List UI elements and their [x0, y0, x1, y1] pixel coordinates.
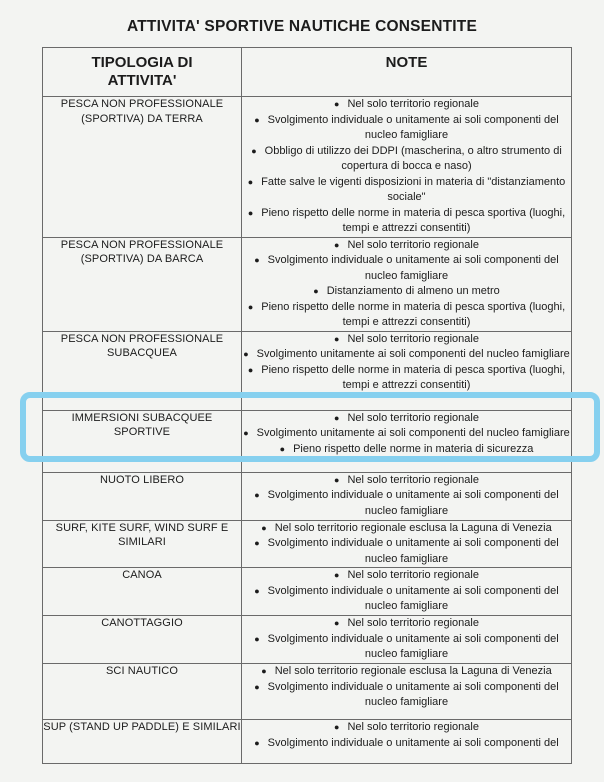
header-notes: NOTE	[242, 48, 572, 97]
note-item	[242, 442, 571, 458]
note-text: Obbligo di utilizzo dei DDPI (mascherina, o altro strumento di copertura di bocca e naso)	[264, 144, 562, 172]
bullet-icon: ●	[247, 176, 254, 187]
note-item	[242, 632, 571, 663]
note-text: Nel solo territorio regionale esclusa la Laguna di Venezia	[274, 665, 552, 677]
table-body	[43, 97, 572, 764]
note-text: Svolgimento individuale o unitamente ai soli componenti del nucleo famigliare	[267, 632, 559, 660]
table-row	[43, 331, 572, 410]
note-text: Svolgimento individuale o unitamente ai soli componenti del nucleo famigliare	[267, 537, 559, 565]
bullet-icon: ●	[334, 333, 340, 344]
note-item	[242, 253, 571, 284]
bullet-icon: ●	[254, 538, 260, 548]
note-item	[242, 664, 571, 680]
notes-list	[242, 521, 571, 568]
activity-notes	[242, 237, 572, 331]
bullet-icon: ●	[254, 633, 260, 644]
bullet-icon: ●	[334, 239, 340, 250]
activity-notes	[242, 520, 572, 568]
table-row	[43, 472, 572, 520]
note-text: Pieno rispetto delle norme in materia di sicurezza	[293, 442, 534, 455]
notes-list	[242, 616, 571, 663]
note-item	[242, 300, 571, 331]
note-item	[242, 332, 571, 348]
activity-notes	[242, 568, 572, 616]
activity-notes	[242, 720, 572, 764]
note-text: Nel solo territorio regionale	[347, 617, 479, 629]
bullet-icon: ●	[254, 681, 260, 692]
note-item	[242, 473, 571, 489]
bullet-icon: ●	[254, 585, 260, 596]
bullet-icon: ●	[334, 722, 340, 732]
note-text: Svolgimento unitamente ai soli componenti del nucleo famigliare	[256, 427, 570, 439]
bullet-icon: ●	[243, 349, 249, 359]
activity-notes	[242, 472, 572, 520]
note-text: Svolgimento individuale o unitamente ai soli componenti del nucleo famigliare	[267, 489, 559, 517]
activity-notes	[242, 331, 572, 410]
bullet-icon: ●	[243, 428, 249, 438]
note-item	[242, 363, 571, 394]
table-row	[43, 97, 572, 238]
note-text: Nel solo territorio regionale	[347, 569, 479, 581]
table-row	[43, 616, 572, 664]
activity-type: SURF, KITE SURF, WIND SURF E SIMILARI	[43, 520, 242, 568]
note-item	[242, 536, 571, 567]
activity-type: PESCA NON PROFESSIONALE (SPORTIVA) DA TERRA	[43, 97, 242, 238]
table-row	[43, 664, 572, 720]
bullet-icon: ●	[251, 145, 257, 156]
note-text: Svolgimento individuale o unitamente ai soli componenti del nucleo famigliare	[267, 584, 559, 612]
bullet-icon: ●	[334, 412, 340, 423]
table-row	[43, 237, 572, 331]
note-text: Pieno rispetto delle norme in materia di pesca sportiva (luoghi, tempi e attrezzi consentiti)	[261, 300, 566, 328]
note-item	[242, 113, 571, 144]
note-item	[242, 568, 571, 584]
bullet-icon: ●	[254, 490, 260, 500]
activity-notes	[242, 97, 572, 238]
note-item	[242, 680, 571, 711]
note-text: Nel solo territorio regionale	[347, 98, 479, 110]
note-item	[242, 284, 571, 300]
activity-type: NUOTO LIBERO	[43, 472, 242, 520]
note-item	[242, 411, 571, 427]
activity-type: IMMERSIONI SUBACQUEE SPORTIVE	[43, 410, 242, 472]
note-text: Distanziamento di almeno un metro	[326, 285, 500, 297]
bullet-icon: ●	[247, 301, 254, 312]
note-text: Pieno rispetto delle norme in materia di pesca sportiva (luoghi, tempi e attrezzi consentiti)	[261, 206, 566, 234]
bullet-icon: ●	[261, 666, 267, 676]
note-item	[242, 584, 571, 615]
table-row	[43, 568, 572, 616]
activity-type: SCI NAUTICO	[43, 664, 242, 720]
note-item	[242, 144, 571, 175]
note-text: Svolgimento unitamente ai soli componenti del nucleo famigliare	[256, 348, 570, 360]
bullet-icon: ●	[254, 737, 260, 748]
note-text: Svolgimento individuale o unitamente ai soli componenti del nucleo famigliare	[267, 680, 559, 708]
bullet-icon: ●	[313, 286, 319, 296]
note-text: Svolgimento individuale o unitamente ai soli componenti del	[267, 736, 559, 749]
activity-type: PESCA NON PROFESSIONALE SUBACQUEA	[43, 331, 242, 410]
bullet-icon: ●	[334, 618, 340, 628]
activities-table	[42, 47, 572, 764]
notes-list	[242, 473, 571, 520]
bullet-icon: ●	[247, 207, 254, 218]
note-text: Svolgimento individuale o unitamente ai soli componenti del nucleo famigliare	[267, 254, 559, 282]
bullet-icon: ●	[261, 522, 267, 533]
note-text: Svolgimento individuale o unitamente ai soli componenti del nucleo famigliare	[267, 113, 559, 141]
activity-notes	[242, 616, 572, 664]
note-item	[242, 616, 571, 632]
note-text: Nel solo territorio regionale	[347, 411, 479, 424]
note-item	[242, 426, 571, 442]
bullet-icon: ●	[254, 255, 260, 265]
table-row	[43, 410, 572, 472]
notes-list	[242, 720, 571, 751]
activity-type: CANOA	[43, 568, 242, 616]
note-text: Nel solo territorio regionale	[347, 332, 479, 345]
note-text: Pieno rispetto delle norme in materia di pesca sportiva (luoghi, tempi e attrezzi consentiti)	[261, 363, 566, 391]
note-item	[242, 736, 571, 752]
note-item	[242, 175, 571, 206]
header-type	[43, 48, 242, 97]
note-item	[242, 521, 571, 537]
activity-notes	[242, 664, 572, 720]
bullet-icon: ●	[247, 364, 254, 375]
note-item	[242, 238, 571, 254]
header-type-text: TIPOLOGIA DI ATTIVITA'	[91, 54, 193, 89]
note-text: Nel solo territorio regionale esclusa la Laguna di Venezia	[274, 521, 552, 534]
bullet-icon: ●	[334, 474, 340, 485]
note-item	[242, 97, 571, 113]
activity-type: CANOTTAGGIO	[43, 616, 242, 664]
note-text: Nel solo territorio regionale	[347, 473, 479, 486]
table-row	[43, 520, 572, 568]
document-title: ATTIVITA' SPORTIVE NAUTICHE CONSENTITE	[126, 18, 477, 35]
activity-type: PESCA NON PROFESSIONALE (SPORTIVA) DA BARCA	[43, 237, 242, 331]
table-header-row	[43, 48, 572, 97]
bullet-icon: ●	[334, 99, 340, 109]
notes-list	[242, 332, 571, 394]
activity-notes	[242, 410, 572, 472]
note-text: Nel solo territorio regionale	[347, 238, 479, 251]
bullet-icon: ●	[334, 570, 340, 580]
note-text: Nel solo territorio regionale	[347, 721, 479, 733]
bullet-icon: ●	[254, 114, 260, 125]
note-text: Fatte salve le vigenti disposizioni in materia di "distanziamento sociale"	[261, 175, 566, 203]
table-row	[43, 720, 572, 764]
note-item	[242, 488, 571, 519]
notes-list	[242, 664, 571, 711]
notes-list	[242, 97, 571, 237]
notes-list	[242, 568, 571, 615]
note-item	[242, 347, 571, 363]
bullet-icon: ●	[279, 443, 286, 454]
note-item	[242, 720, 571, 736]
notes-list	[242, 238, 571, 331]
notes-list	[242, 411, 571, 458]
activity-type: SUP (STAND UP PADDLE) E SIMILARI	[43, 720, 242, 764]
note-item	[242, 206, 571, 237]
